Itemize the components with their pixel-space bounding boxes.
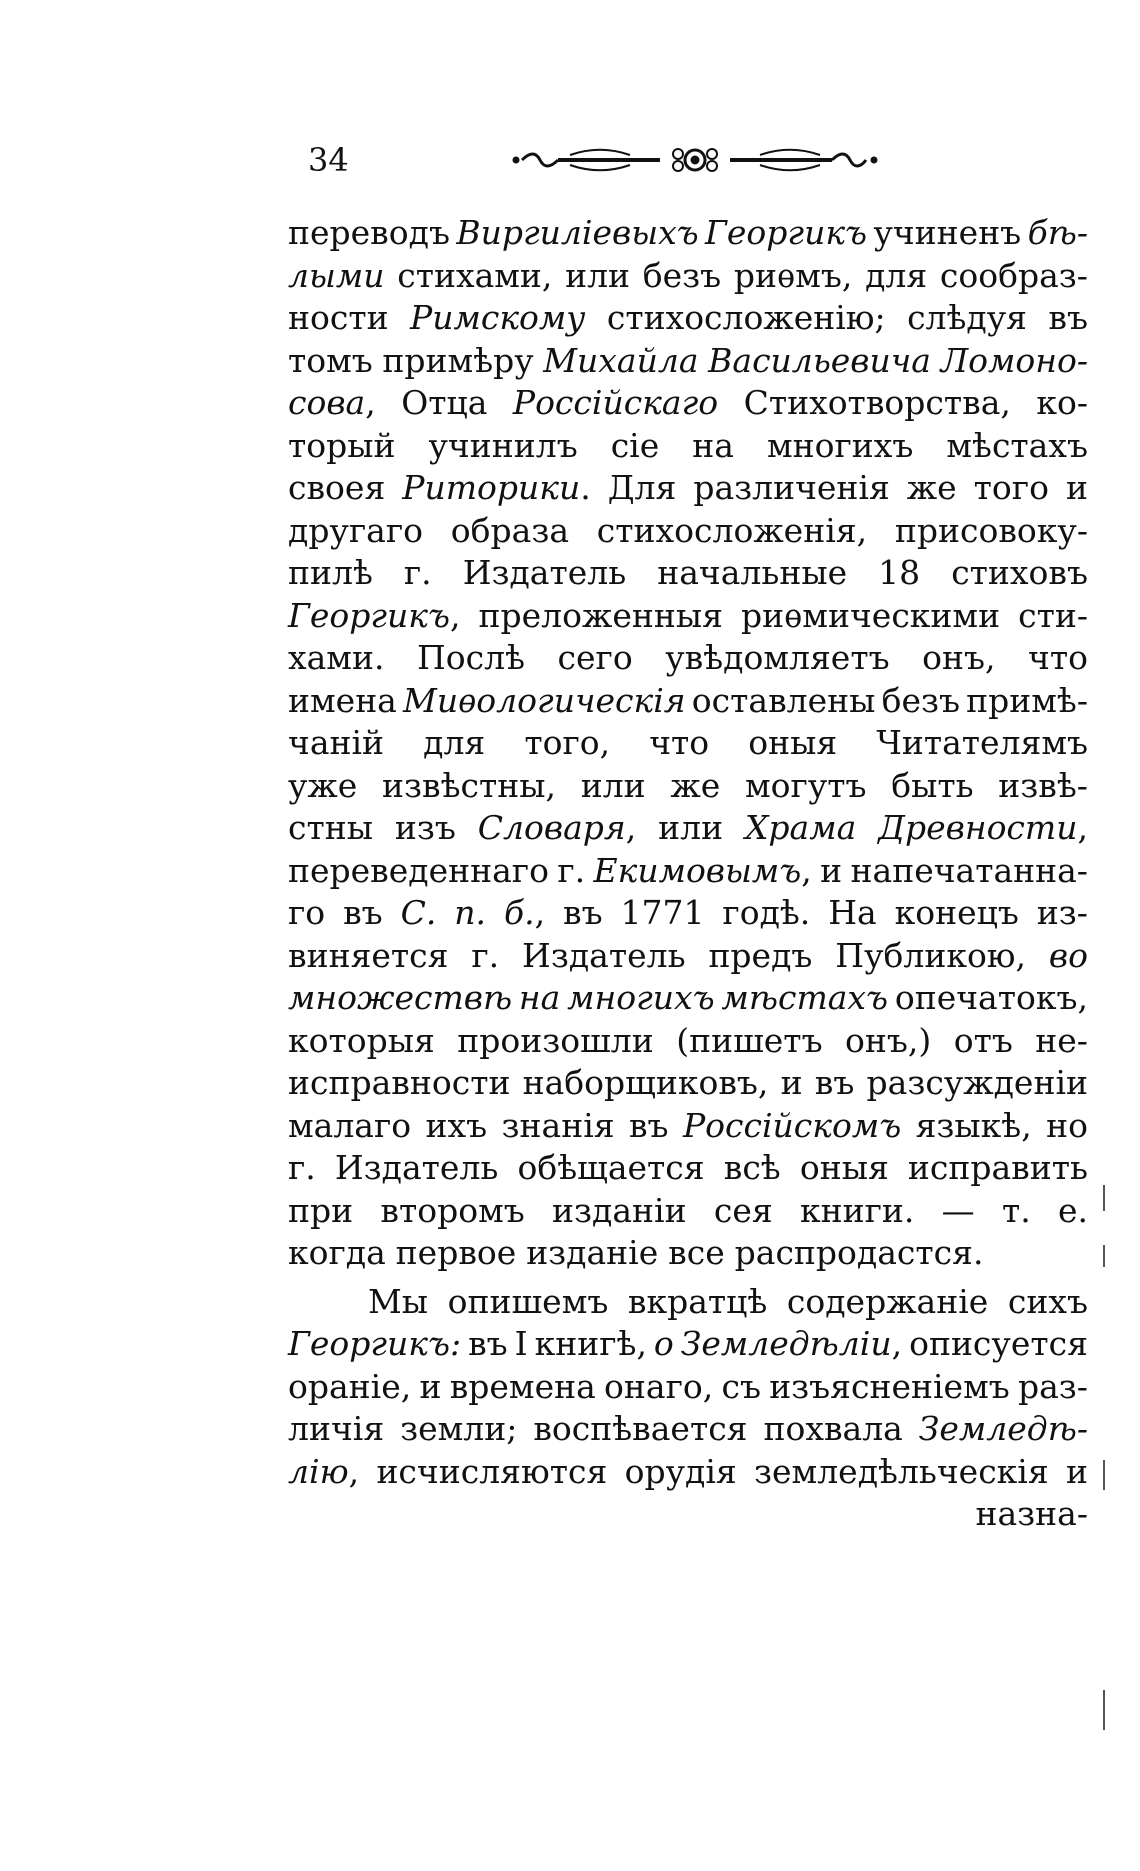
word: Издатель [334,1148,499,1187]
word: начальные [657,553,848,592]
word: сова, [288,383,376,422]
word: языкѣ, [915,1105,1032,1145]
word: примѣ- [966,680,1088,720]
word: лыми [288,255,385,295]
word: г. [288,1148,316,1187]
scan-margin-mark [1103,1245,1105,1267]
word: въ [563,893,603,932]
word: Послѣ [417,638,525,677]
paragraph1-line [288,1147,1088,1190]
word: Виргилiевыхъ [456,213,699,252]
word: изъ [394,808,456,847]
word: сти- [1018,595,1088,635]
word: стихами, [397,255,553,295]
page-header [300,140,900,180]
word: стиховъ [951,553,1088,592]
word: изданiи [552,1190,687,1230]
word: 18 [878,553,921,592]
word: торый [288,425,396,465]
word: воспѣвается [533,1409,748,1448]
word: Георгикъ, [288,595,461,635]
word: во [1048,935,1088,975]
word: второмъ [380,1190,525,1230]
paragraph2-line [288,1451,1088,1494]
word: Земледѣлiи, [680,1324,903,1363]
word: Риторики. [402,468,591,507]
paragraph1-line [288,510,1088,553]
word: напечатанна- [850,850,1088,890]
word: оставлены [691,680,876,720]
word: не- [1035,1020,1088,1060]
word: и [419,1366,442,1406]
word: исчисляются [376,1451,608,1491]
scan-margin-mark [1103,1690,1105,1730]
word: раз- [1017,1366,1088,1406]
paragraph1-line [288,892,1088,935]
word: предъ [708,935,813,975]
word: уже [288,765,358,805]
word: ихъ [425,1105,488,1145]
word: опишемъ [447,1281,609,1321]
word: Ломоно- [940,340,1088,380]
word: множествѣ [288,978,513,1017]
word: мѣстахъ [721,978,889,1017]
word: о [653,1324,674,1363]
word: изданiе [526,1233,659,1272]
scan-margin-mark [1103,1185,1105,1211]
word: На [828,893,877,932]
word: лiю, [288,1451,360,1491]
paragraph1-line [288,807,1088,850]
paragraph1-line [288,1020,1088,1063]
word: же [670,765,721,805]
word: Россiйскаго [512,383,719,422]
word: въ [468,1324,508,1363]
word: для [865,255,928,295]
paragraph2-line [288,1323,1088,1366]
word: онаго, [604,1366,714,1406]
word: бѣ- [1027,213,1088,252]
paragraph2-line [288,1493,1088,1536]
word: безъ [642,255,722,295]
word: г. [557,850,586,890]
word: при [288,1190,354,1230]
word: мѣстахъ [946,425,1088,465]
word: земледѣльческiя [754,1451,1049,1491]
word: опечатокъ, [894,978,1088,1017]
word: обѣщается [517,1148,705,1187]
paragraph1-line [288,552,1088,595]
word: съ [721,1366,761,1406]
paragraph1-line [288,977,1088,1020]
word: и [1065,468,1088,507]
word: которыя [288,1020,435,1060]
word: что [1028,638,1088,677]
word: онъ,) [845,1020,932,1060]
word: личiя [288,1409,385,1448]
word: различенiя [693,468,890,507]
word: г. [403,553,432,592]
word: знанiя [501,1105,615,1145]
word: Миѳологическiя [403,680,686,720]
paragraph1-line [288,1232,1088,1275]
word: Издатель [522,935,686,975]
word: го [288,893,326,932]
word: Земледѣ- [918,1409,1088,1448]
word: С. [400,893,437,932]
word: исправить [907,1148,1088,1187]
paragraph2-line [288,1366,1088,1409]
word: Римскому [410,298,586,337]
word: учинилъ [428,425,578,465]
word: могутъ [745,765,867,805]
word: или [565,255,631,295]
word: риѳмъ, [733,255,853,295]
word: отъ [953,1020,1013,1060]
word: ко- [1036,383,1088,422]
word: (пишетъ [676,1020,823,1060]
word: Екимовымъ, [593,850,812,890]
word: и [820,850,843,890]
word: риѳмическими [740,595,1001,635]
paragraph1-line [288,765,1088,808]
paragraph2-line [288,1281,1088,1324]
word: сего [557,638,633,677]
word: разсужденiи [866,1063,1088,1102]
decorative-ornament [510,146,880,174]
paragraph1-line [288,637,1088,680]
word: — [941,1190,975,1230]
word: годѣ. [722,893,811,932]
word: переведеннаго [288,850,549,890]
word: Читателямъ [876,723,1088,762]
word: пилѣ [288,553,373,592]
word: ности [288,298,389,337]
word: въ [628,1105,669,1145]
word: но [1046,1105,1088,1145]
word: г. [471,935,500,975]
word: Храма [744,808,857,847]
page-number: 34 [308,141,349,179]
word: содержанiе [786,1281,989,1321]
paragraph1-line [288,1062,1088,1105]
word: Россiйскомъ [682,1105,902,1145]
word: исправности [288,1063,511,1102]
word: похвала [763,1409,903,1448]
word: вкратцѣ [627,1281,768,1321]
word: земли; [400,1409,518,1448]
paragraph1-line [288,467,1088,510]
word: б., [503,893,546,932]
word: безъ [881,680,960,720]
word: орудiя [624,1451,737,1491]
word: переводъ [288,213,450,252]
word: въ [1048,298,1088,337]
paragraph1-line [288,850,1088,893]
word: того [973,468,1049,507]
word: Публикою, [835,935,1027,975]
word: сихъ [1007,1281,1088,1321]
word: Для [607,468,677,507]
word: извѣ- [998,765,1088,805]
word: книгѣ, [534,1324,647,1363]
paragraph1-line [288,680,1088,723]
paragraph1-line [288,340,1088,383]
word: назна- [975,1494,1088,1533]
word: сея [713,1190,773,1230]
word: Михайла [543,340,699,380]
word: Словаря, [477,808,637,847]
word: для [423,723,486,762]
word: и [1066,1451,1088,1491]
word: хами. [288,638,385,677]
paragraph1-line [288,425,1088,468]
word: многихъ [567,978,715,1017]
word: стихосложенiя, [596,510,868,550]
word: Древности, [878,808,1088,847]
word: оныя [799,1148,889,1187]
word: примѣру [382,340,534,380]
word: произошли [457,1020,654,1060]
scan-margin-mark [1103,1460,1105,1490]
word: времена [449,1366,596,1406]
paragraph1-line [288,595,1088,638]
paragraph1-line [288,1190,1088,1233]
paragraph1-line [288,255,1088,298]
paragraph1-line [288,382,1088,425]
word: всѣ [723,1148,781,1187]
word: сiе [610,425,660,465]
word: что [649,723,710,762]
word: виняется [288,935,449,975]
word: образа [450,510,569,550]
word: е. [1057,1190,1088,1230]
word: онъ, [922,638,996,677]
word: п. [454,893,487,932]
word: из- [1036,893,1088,932]
word: Отца [401,383,488,422]
word: Стихотворства, [743,383,1011,422]
word: другаго [288,510,423,550]
word: своея [288,468,386,507]
word: въ [814,1063,855,1102]
word: 1771 [620,893,705,932]
word: быть [891,765,974,805]
word: учиненъ [873,213,1022,252]
word: слѣдуя [907,298,1027,337]
word: на [692,425,734,465]
word: первое [395,1233,517,1272]
word: I [514,1324,528,1363]
paragraph2-line [288,1408,1088,1451]
word: или [580,765,646,805]
word: распродастся. [734,1233,984,1272]
word: описуется [909,1324,1088,1363]
word: того, [524,723,611,762]
paragraph1-line [288,935,1088,978]
page-body-text [288,212,1088,1536]
word: чанiй [288,723,385,762]
word: извѣстны, [382,765,556,805]
word: Георгикъ [705,213,868,252]
paragraph1-line [288,722,1088,765]
word: конецъ [894,893,1019,932]
word: присовоку- [894,510,1088,550]
word: наборщиковъ, [522,1063,769,1102]
word: томъ [288,340,373,380]
word: малаго [288,1105,412,1145]
word: Мы [368,1281,429,1321]
word: и [780,1063,803,1102]
word: оранiе, [288,1366,412,1406]
word: изъясненiемъ [769,1366,1010,1406]
word: на [518,978,561,1017]
word: въ [343,893,383,932]
word: книги. [799,1190,915,1230]
word: оныя [748,723,838,762]
word: т. [1001,1190,1031,1230]
word: все [668,1233,725,1272]
paragraph1-line [288,1105,1088,1148]
paragraph1-line [288,297,1088,340]
word: Георгикъ: [288,1324,462,1363]
word: имена [288,680,397,720]
word: когда [288,1233,386,1272]
paragraph1-line [288,212,1088,255]
word: или [658,808,724,847]
word: сообраз- [939,255,1088,295]
word: преложенныя [478,595,723,635]
word: же [906,468,957,507]
word: многихъ [766,425,914,465]
word: Издатель [462,553,627,592]
word: Васильевича [708,340,931,380]
word: стихосложенiю; [606,298,886,337]
word: увѣдомляетъ [665,638,890,677]
word: стны [288,808,373,847]
